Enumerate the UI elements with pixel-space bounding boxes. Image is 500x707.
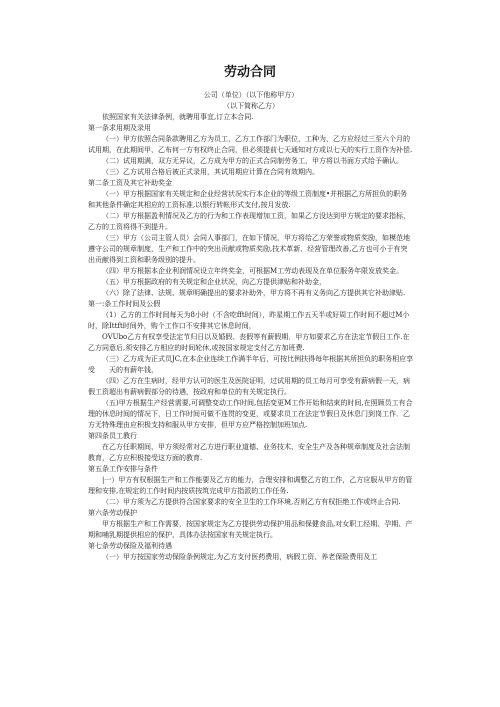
article-2-heading: 第二条工资及其它补助奖金 (88, 179, 172, 187)
paragraph: （五)甲方根据生产经营需要,可调整变动工作时间,包括变更M工作开始和结束的时间,在照顾员工有合理的休息时间的情况下，日工作时间可做不连贯的变更，或要求员工在法定节假日及休息门到岗工作．乙方无特殊理由应积极支持和服从甲方安排，但甲方应严格控制加班加点. (88, 399, 413, 429)
paragraph: OVUbo乙方有权享受法定节归日以及婚假、丧假等有薪假期．甲方如要求乙方在法定节假日工作.在乙方同意后,须安排乙方相应的时间轮休,或按国家规定支付乙方加班费. (88, 333, 410, 352)
paragraph: （四）乙方在生病时，经甲方认可的医生及医院证明，过试用期的员工每月可享受有薪病假一天，病假工资超出有薪病假部分的待遇，按政府和单位的有关规定执行。 (88, 377, 410, 396)
paragraph: （三）乙方试用合格后被正式录用，其试用期应计算在合同有效期内。 (102, 168, 319, 176)
article-6-heading: 第六条劳动保护 (88, 509, 137, 517)
contract-title: 劳动合同 (223, 65, 276, 80)
paragraph: （一）甲方按国家劳动保险条例规定,为乙方支付医药费用，病假工资、养老保险费用及工 (102, 553, 378, 561)
article-3-heading: 第一:条工作时间及公假 (88, 300, 161, 308)
paragraph: （二）试用期满，双方无异议，乙方成为甲方的正式合同制劳务工，甲方将以书面方式给予确认。 (102, 157, 403, 165)
paragraph: （一）甲方根据国家有关规定和企业经营状况实行本企业的等级工资制度•并根据乙方所担负的职务和其他条件确定其相应的工资标准,以银行转帐形式支付,按月发放. (88, 190, 408, 209)
contract-body (88, 90, 414, 563)
party-b-line: （以下简称乙方） (223, 102, 279, 110)
paragraph: （二）甲方根据盈利情况及乙方的行为和工作表现增加工资，如果乙方没达到甲方规定的要求指标，乙方的工资将得不到提升。 (88, 212, 410, 231)
paragraph: （三）甲方（公司主管人员）会同人事部门，在如下情况，甲方将给乙方荣誉或物质奖励，如模范地遵守公司的规章制度，生产和工作中的突出贡献或物质奖励,技术革新、经营管理改善,乙方也可小于有突出贡献得到工资和职务级别的提升。 (88, 234, 410, 264)
paragraph: （1）乙方的工作时间每天为8小时（不含吃fft时间），昨星期工作五天半或好周工作时间不超过M小时，除Ittft时间外，购个工作口不安排其它休息时间， (88, 311, 410, 330)
paragraph: |一）甲方有权根据生产和工作能要及乙方的能力，合理安排和调整乙方的工作，乙方应服从甲方的管理和安排,在规定的工作时间内按质按筑完成甲方指派的工作任务. (88, 476, 413, 495)
paragraph: 甲方根据生产和工作需要，按国家规定为乙方提供劳动保护用品和保健食品,对女职工经期、孕期、产期和哺乳期提供相应的保护，具体办法按国家有关规定执行。 (88, 520, 413, 539)
party-a-line: 公司（单位）（以下他称甲方） (203, 91, 299, 99)
paragraph: （四）甲方根据本企业利润情况设立年终奖金，可根据M工劳动表现及在单位服务年限发放奖金。 (102, 267, 404, 275)
paragraph: （六）除了法律、法规、规章明确提出的要求补助外，甲方将不再有义务向乙方提供其它补助津贴. (102, 289, 406, 297)
paragraph: 在乙方任职期间，甲方须经常对乙方进行职业道德、业务技术、安全生产及各种规章制度及社会法制教育，乙方应积极接受这方面的教育. (88, 443, 410, 462)
article-1-heading: 第一条求用期及录用 (88, 124, 151, 132)
article-5-heading: 第五条工作安排与条件 (88, 465, 158, 473)
article-4-heading: 第四条员工教行 (88, 432, 137, 440)
paragraph: （三）乙方成为正式员JC,在本企业连续工作满半年后，可按比例扶得每年根据其所担负的职务相应享受 天的有薪年钱， (88, 355, 414, 374)
paragraph: （二）甲方须为乙方提供符合国家要求的安全卫生的工作环境,否则乙方有权拒绝工作或终止合同. (102, 498, 401, 506)
paragraph: （一）甲方依照合同条款聘用乙方为员工，乙方工作部门为职位，工种为，乙方应经过三至六个月的试用期，在此期间甲、乙布何一方有权终止合同，但必须提前七天通知对方或以七天的实行工资作为补偿. (88, 135, 413, 154)
preamble: 依照国家有关法律条例，就聘用事宜,订立本合同. (102, 113, 254, 121)
article-7-heading: 第七条劳动保险及福利待遇 (88, 542, 172, 550)
paragraph: （五）甲方根据政府的有关规定和企业状况，向乙方提供津贴和补助金， (102, 278, 326, 286)
